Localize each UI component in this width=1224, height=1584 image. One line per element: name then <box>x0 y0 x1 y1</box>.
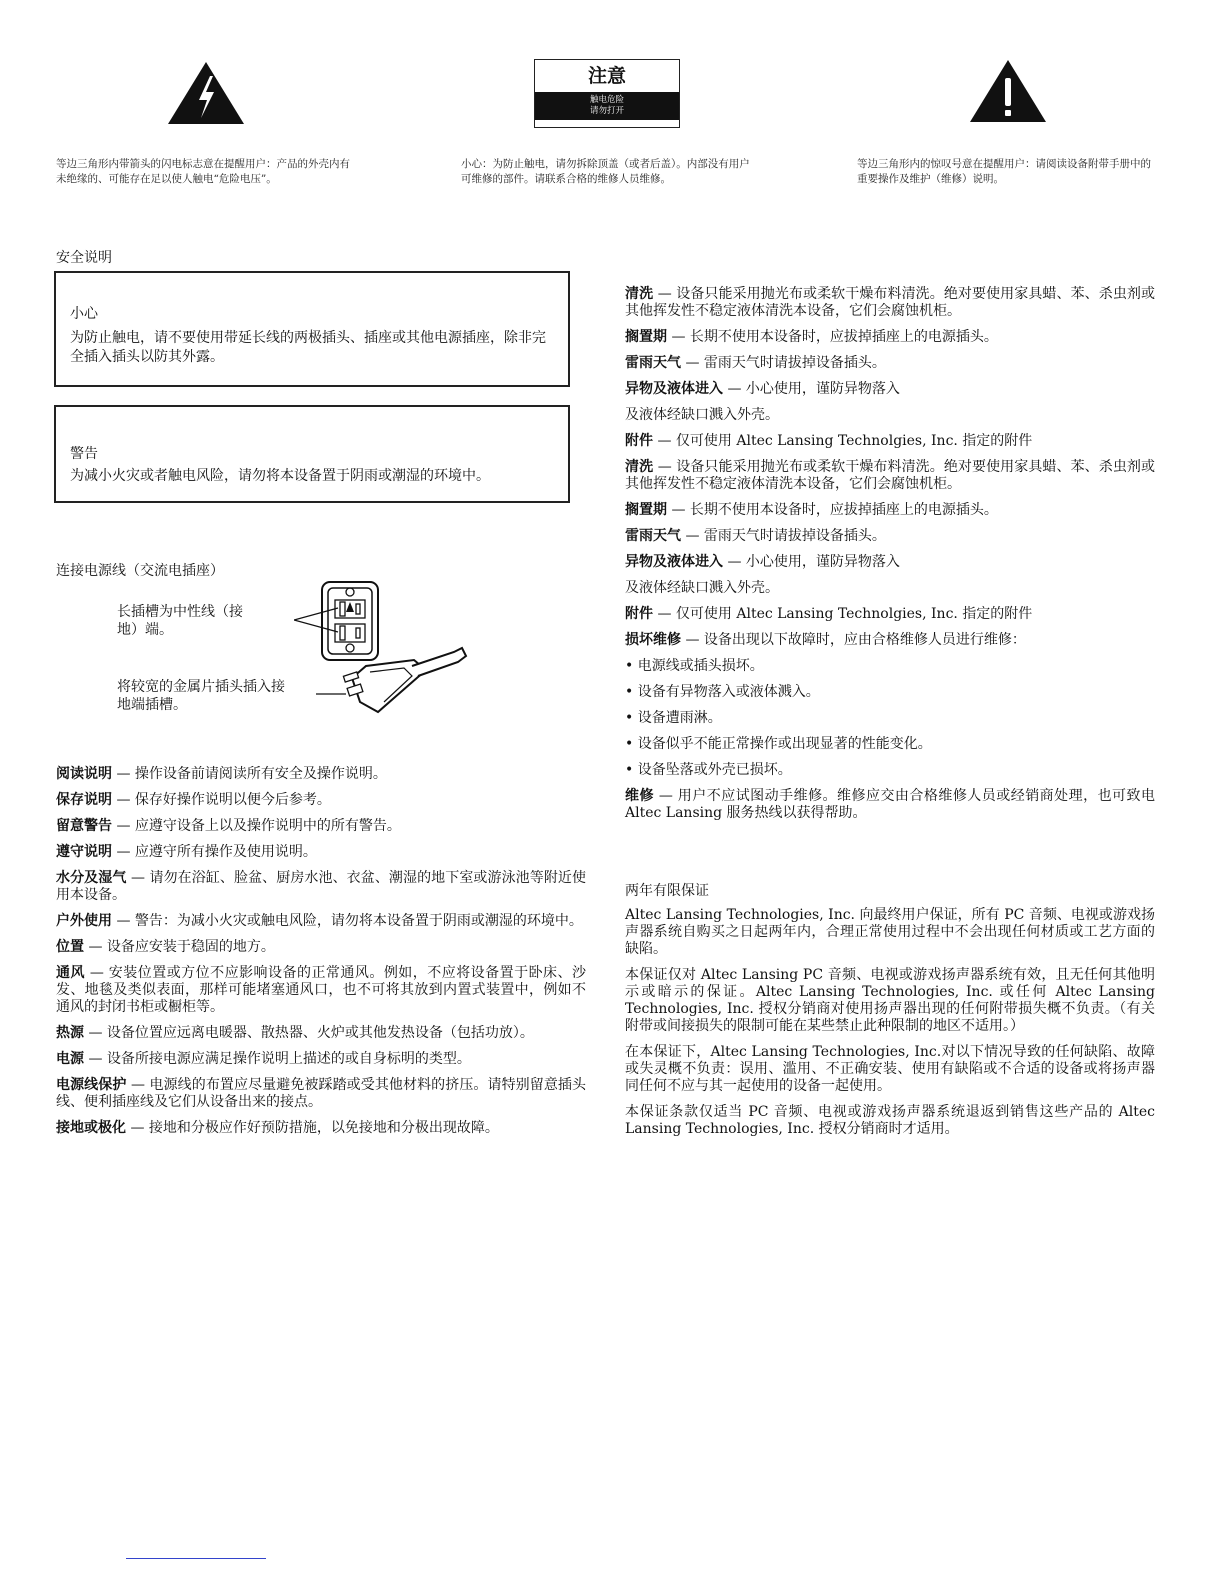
item-term: 热源 <box>56 1025 84 1041</box>
caution-box-title: 小心 <box>70 306 98 322</box>
warranty-paragraph: 本保证条款仅适当 PC 音频、电视或游戏扬声器系统退返到销售这些产品的 Altec Lansing Technologies, Inc. 授权分销商时才适用。 <box>625 1104 1155 1137</box>
warranty-text <box>625 907 1155 1147</box>
item-term: 电源线保护 <box>56 1077 127 1093</box>
warranty-paragraph: Altec Lansing Technologies, Inc. 向最终用户保证，所有 PC 音频、电视或游戏扬声器系统自购买之日起两年内，合理正常使用过程中不会出现任何材质或工艺方面的缺陷。 <box>625 907 1155 957</box>
item-text: — 设备只能采用抛光布或柔软干燥布料清洗。绝对要使用家具蜡、苯、杀虫剂或其他挥发性不稳定液体清洗本设备，它们会腐蚀机柜。 <box>625 286 1155 319</box>
item-text: — 雷雨天气时请拔掉设备插头。 <box>681 355 886 371</box>
footer-rule <box>126 1558 266 1559</box>
item-term: 阅读说明 <box>56 766 112 782</box>
bullet-item: • 设备似乎不能正常操作或出现显著的性能变化。 <box>625 736 932 752</box>
item-term: 附件 <box>625 606 653 622</box>
caution-title: 注意 <box>587 65 626 87</box>
right-item <box>625 632 1155 649</box>
item-text: — 仅可使用 Altec Lansing Technolgies, Inc. 指定的附件 <box>653 433 1033 449</box>
item-term: 异物及液体进入 <box>625 554 723 570</box>
warning-box <box>54 405 570 503</box>
item-text: — 安装位置或方位不应影响设备的正常通风。例如，不应将设备置于卧床、沙发、地毯及类似表面，那样可能堵塞通风口，也不可将其放到内置式装置中，例如不通风的封闭书柜或橱柜等。 <box>56 965 586 1015</box>
item-text: — 保存好操作说明以便今后参考。 <box>112 792 331 808</box>
lightning-warning-icon <box>166 60 246 126</box>
item-text: — 设备应安装于稳固的地方。 <box>84 939 275 955</box>
left-item <box>56 1077 586 1111</box>
bullet-item: • 设备遭雨淋。 <box>625 710 722 726</box>
item-text: — 设备出现以下故障时，应由合格维修人员进行维修： <box>681 632 1026 648</box>
left-item <box>56 939 586 956</box>
warranty-paragraph: 本保证仅对 Altec Lansing PC 音频、电视或游戏扬声器系统有效，且无任何其他明示或暗示的保证。Altec Lansing Technologies, Inc. 或任何 Altec Lansing Technologies, Inc. 授权分销商对使用扬声器出现的任何附带损失概不负责。（有关附带或间接损失的限制可能在某些禁止此种限制的地区不适用。） <box>625 967 1155 1034</box>
right-safety-list <box>625 286 1155 831</box>
bullet-item: • 电源线或插头损坏。 <box>625 658 764 674</box>
left-safety-list <box>56 766 586 1146</box>
safety-title: 安全说明 <box>56 250 112 266</box>
item-term: 接地或极化 <box>56 1120 126 1136</box>
left-item <box>56 766 586 783</box>
item-term: 雷雨天气 <box>625 528 681 544</box>
right-item <box>625 286 1155 320</box>
item-term: 遵守说明 <box>56 844 112 860</box>
right-item <box>625 329 1155 346</box>
warning-box-title: 警告 <box>70 446 98 462</box>
item-term: 搁置期 <box>625 502 667 518</box>
service-item <box>625 788 1155 822</box>
left-item <box>56 1025 586 1042</box>
right-item <box>625 502 1155 519</box>
item-term: 留意警告 <box>56 818 112 834</box>
item-term: 搁置期 <box>625 329 667 345</box>
caution-label <box>534 59 680 128</box>
caution-sub2: 请勿打开 <box>589 106 624 116</box>
caution-box <box>54 271 570 387</box>
item-text: — 长期不使用本设备时，应拔掉插座上的电源插头。 <box>667 329 998 345</box>
item-text: — 操作设备前请阅读所有安全及操作说明。 <box>112 766 387 782</box>
right-item <box>625 407 1155 424</box>
item-term: 电源 <box>56 1051 84 1067</box>
item-text: — 应遵守设备上以及操作说明中的所有警告。 <box>112 818 401 834</box>
item-text: — 小心使用，谨防异物落入 <box>723 381 900 397</box>
right-item <box>625 528 1155 545</box>
right-item <box>625 606 1155 623</box>
plug-label-neutral: 长插槽为中性线（接地）端。 <box>117 604 243 638</box>
item-term: 清洗 <box>625 286 654 302</box>
right-item <box>625 580 1155 597</box>
item-text: — 仅可使用 Altec Lansing Technolgies, Inc. 指定的附件 <box>653 606 1033 622</box>
item-term: 通风 <box>56 965 85 981</box>
item-text: — 电源线的布置应尽量避免被踩踏或受其他材料的挤压。请特别留意插头线、便利插座线及它们从设备出来的接点。 <box>56 1077 586 1110</box>
right-item <box>625 355 1155 372</box>
item-term: 保存说明 <box>56 792 112 808</box>
left-item <box>56 844 586 861</box>
item-text: — 长期不使用本设备时，应拔掉插座上的电源插头。 <box>667 502 998 518</box>
item-term: 损坏维修 <box>625 632 681 648</box>
left-item <box>56 1120 586 1137</box>
item-term: 异物及液体进入 <box>625 381 723 397</box>
item-text: — 应遵守所有操作及使用说明。 <box>112 844 317 860</box>
left-item <box>56 870 586 904</box>
polarized-plug-diagram <box>294 578 474 718</box>
left-item <box>56 792 586 809</box>
left-item <box>56 965 586 1016</box>
item-text: — 设备所接电源应满足操作说明上描述的或自身标明的类型。 <box>84 1051 471 1067</box>
item-text: — 小心使用，谨防异物落入 <box>723 554 900 570</box>
item-term: 户外使用 <box>56 913 112 929</box>
right-item <box>625 381 1155 398</box>
item-term: 附件 <box>625 433 653 449</box>
item-term: 位置 <box>56 939 84 955</box>
right-item <box>625 433 1155 450</box>
power-title: 连接电源线（交流电插座） <box>56 563 224 579</box>
left-item <box>56 913 586 930</box>
warning-box-text: 为减小火灾或者触电风险，请勿将本设备置于阴雨或潮湿的环境中。 <box>70 468 490 484</box>
item-term: 清洗 <box>625 459 654 475</box>
warranty-paragraph: 在本保证下，Altec Lansing Technologies, Inc.对以下情况导致的任何缺陷、故障或失灵概不负责：误用、滥用、不正确安装、使用有缺陷或不合适的设备或将扬声器同任何不应与其一起使用的设备一起使用。 <box>625 1044 1155 1094</box>
item-text: — 设备位置应远离电暖器、散热器、火炉或其他发热设备（包括功放）。 <box>84 1025 534 1041</box>
warranty-title: 两年有限保证 <box>625 883 709 899</box>
caution-box-text: 为防止触电，请不要使用带延长线的两极插头、插座或其他电源插座，除非完全插入插头以防其外露。 <box>70 330 546 365</box>
exclamation-warning-icon <box>968 58 1048 124</box>
note-caution: 小心：为防止触电，请勿拆除顶盖（或者后盖）。内部没有用户可维修的部件。请联系合格的维修人员维修。 <box>461 158 750 185</box>
item-text: — 用户不应试图动手维修。维修应交由合格维修人员或经销商处理，也可致电 Altec Lansing 服务热线以获得帮助。 <box>625 788 1155 821</box>
item-text: — 设备只能采用抛光布或柔软干燥布料清洗。绝对要使用家具蜡、苯、杀虫剂或其他挥发性不稳定液体清洗本设备，它们会腐蚀机柜。 <box>625 459 1155 492</box>
item-text: 及液体经缺口溅入外壳。 <box>625 407 779 423</box>
right-item <box>625 554 1155 571</box>
item-term: 雷雨天气 <box>625 355 681 371</box>
item-text: — 接地和分极应作好预防措施，以免接地和分极出现故障。 <box>126 1120 499 1136</box>
item-text: — 请勿在浴缸、脸盆、厨房水池、衣盆、潮湿的地下室或游泳池等附近使用本设备。 <box>56 870 586 903</box>
item-term: 水分及湿气 <box>56 870 127 886</box>
item-term: 维修 <box>625 788 654 804</box>
bullet-item: • 设备坠落或外壳已损坏。 <box>625 762 792 778</box>
right-item <box>625 459 1155 493</box>
caution-band <box>535 92 679 120</box>
note-lightning: 等边三角形内带箭头的闪电标志意在提醒用户：产品的外壳内有未绝缘的、可能存在足以使人触电“危险电压”。 <box>56 158 350 185</box>
item-text: 及液体经缺口溅入外壳。 <box>625 580 779 596</box>
item-text: — 雷雨天气时请拔掉设备插头。 <box>681 528 886 544</box>
plug-label-ground: 将较宽的金属片插头插入接地端插槽。 <box>117 679 285 713</box>
note-exclamation: 等边三角形内的惊叹号意在提醒用户：请阅读设备附带手册中的重要操作及维护（维修）说明。 <box>857 158 1151 185</box>
bullet-item: • 设备有异物落入或液体溅入。 <box>625 684 820 700</box>
left-item <box>56 1051 586 1068</box>
left-item <box>56 818 586 835</box>
item-text: — 警告：为减小火灾或触电风险，请勿将本设备置于阴雨或潮湿的环境中。 <box>112 913 583 929</box>
caution-sub1: 触电危险 <box>589 95 624 105</box>
